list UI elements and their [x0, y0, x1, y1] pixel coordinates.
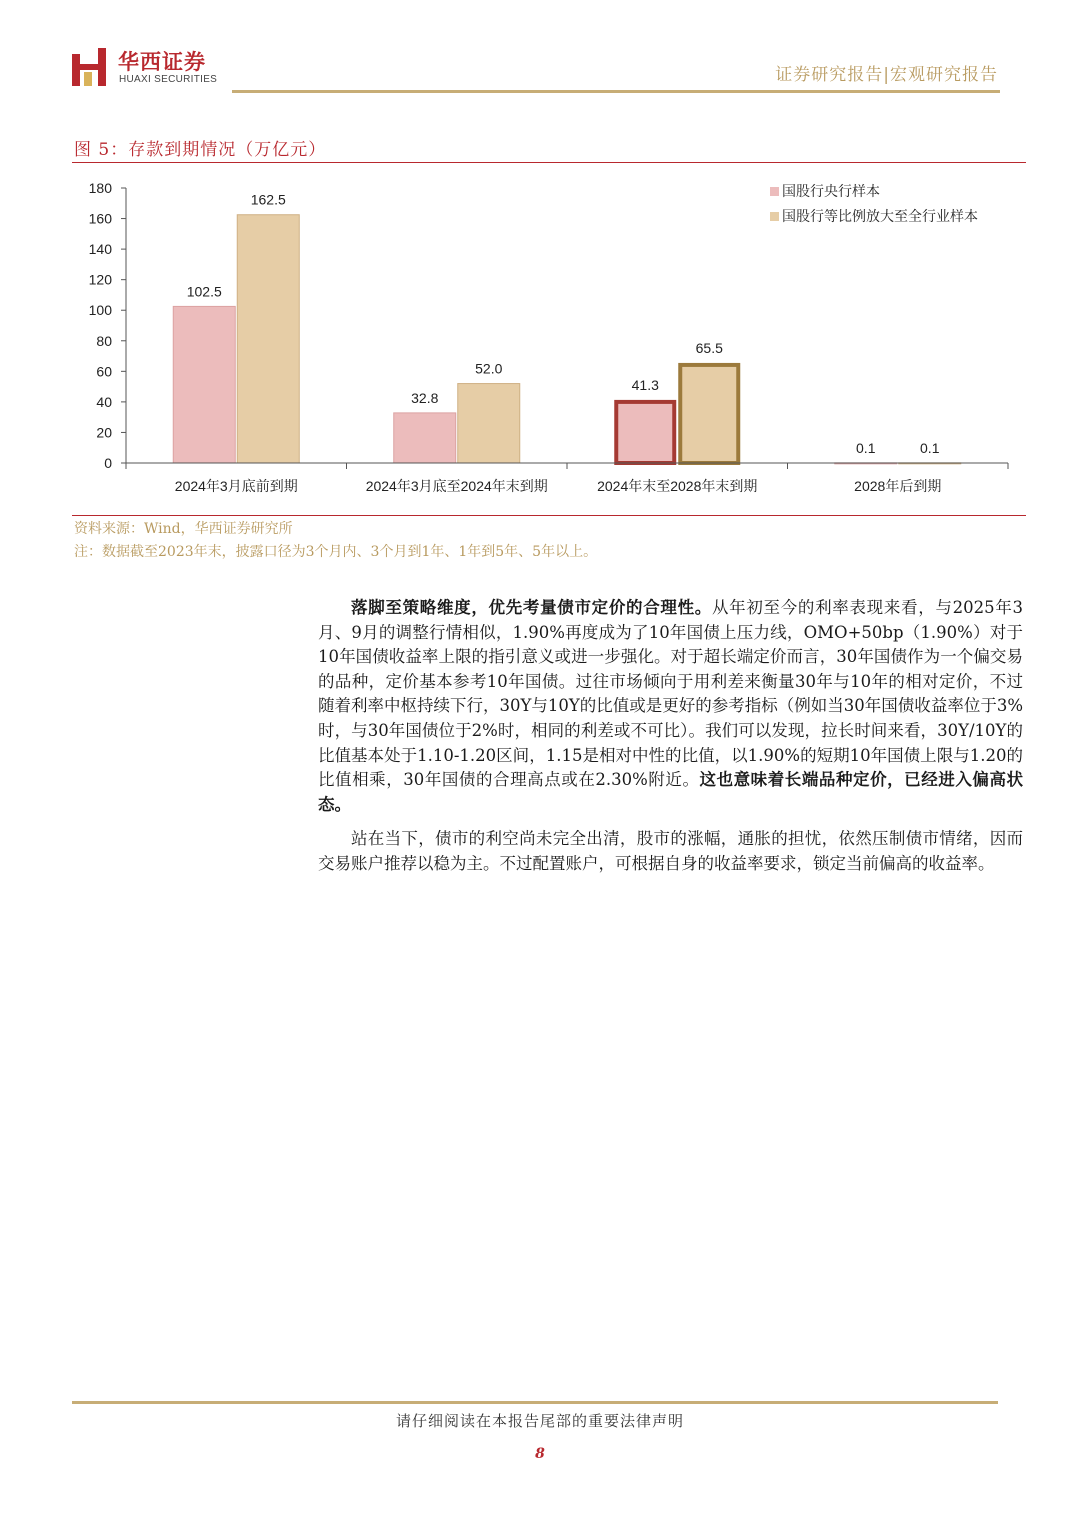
page-number: 8: [535, 1446, 545, 1462]
data-label: 32.8: [411, 389, 439, 406]
chart-legend: [770, 183, 978, 224]
paragraph-1-lead: 落脚至策略维度，优先考量债市定价的合理性。: [351, 598, 712, 617]
figure-title: 图 5：存款到期情况（万亿元）: [74, 140, 327, 160]
data-label: 0.1: [920, 439, 940, 456]
y-tick-label: 160: [88, 210, 112, 227]
legend-swatch: [770, 212, 779, 221]
x-tick-label: 2024年3月底前到期: [174, 478, 298, 494]
data-label: 0.1: [856, 439, 876, 456]
y-tick-label: 20: [96, 424, 112, 441]
y-tick-label: 80: [96, 332, 112, 349]
footer-divider: [72, 1401, 998, 1404]
y-tick-label: 140: [88, 241, 112, 258]
logo-chinese-name: 华西证券: [118, 50, 206, 74]
data-label: 102.5: [186, 283, 222, 300]
data-label: 41.3: [631, 376, 659, 393]
deposit-maturity-bar-chart: [72, 170, 1026, 510]
paragraph-2: 站在当下，债市的利空尚未完全出清，股市的涨幅，通胀的担忧，依然压制债市情绪，因而交易账户推荐以稳为主。不过配置账户，可根据自身的收益率要求，锁定当前偏高的收益率。: [318, 829, 1023, 873]
y-tick-label: 40: [96, 393, 112, 410]
bar: [458, 384, 520, 463]
y-tick-label: 100: [88, 302, 112, 319]
y-tick-label: 60: [96, 363, 112, 380]
x-axis: [126, 463, 1008, 494]
figure-top-rule: [72, 162, 1026, 163]
bar: [173, 306, 235, 463]
figure-source: 资料来源：Wind，华西证券研究所: [74, 521, 293, 537]
legend-swatch: [770, 187, 779, 196]
logo-english-name: HUAXI SECURITIES: [119, 74, 218, 85]
figure-bottom-rule: [72, 515, 1026, 516]
legend-label: 国股行央行样本: [782, 183, 880, 199]
y-axis: [89, 180, 126, 471]
footer-disclaimer: 请仔细阅读在本报告尾部的重要法律声明: [395, 1412, 684, 1430]
x-tick-label: 2024年3月底至2024年末到期: [365, 478, 548, 494]
paragraph-1-conclusion: 这也意味着长端品种定价，已经进入偏高状态。: [318, 770, 1023, 814]
y-tick-label: 120: [88, 271, 112, 288]
x-tick-label: 2028年后到期: [854, 478, 942, 494]
legend-label: 国股行等比例放大至全行业样本: [782, 208, 978, 224]
data-label: 65.5: [695, 339, 723, 356]
bars: [173, 192, 961, 464]
data-label: 52.0: [475, 360, 503, 377]
y-tick-label: 0: [104, 455, 112, 471]
bar: [394, 413, 456, 463]
page-header: [0, 0, 1080, 100]
x-tick-label: 2024年末至2028年末到期: [597, 478, 758, 494]
paragraph-1-body: 从年初至今的利率表现来看，与2025年3月、9月的调整行情相似，1.90%再度成为了10年国债上压力线，OMO+50bp（1.90%）对于10年国债收益率上限的指引意义或进一步强化。对于超长端定价而言，30年国债作为一个偏交易的品种，定价基本参考10年国债。过往市场倾向于用利差来衡量30年与10年的相对定价，不过随着利率中枢持续下行，30Y与10Y的比值或是更好的参考指标（例如当30年国债收益率位于3%时，与30年国债位于2%时，相同的利差或不可比）。我们可以发现，拉长时间来看，30Y/10Y的比值基本处于1.10-1.20区间，1.15是相对中性的比值，以1.90%的短期10年国债上限与1.20的比值相乘，30年国债的合理高点或在2.30%附近。: [318, 598, 1024, 790]
figure-note: 注：数据截至2023年末，披露口径为3个月内、3个月到1年、1年到5年、5年以上。: [74, 544, 598, 560]
header-divider: [232, 90, 1000, 93]
paragraph-1: [318, 596, 1023, 817]
data-label: 162.5: [250, 191, 286, 208]
bar: [616, 402, 674, 463]
bar: [680, 365, 738, 463]
huaxi-logo-icon: [72, 48, 106, 86]
y-tick-label: 180: [88, 180, 112, 196]
body-text: [318, 596, 1023, 887]
report-type-label: 证券研究报告|宏观研究报告: [775, 65, 998, 85]
bar: [237, 215, 299, 463]
